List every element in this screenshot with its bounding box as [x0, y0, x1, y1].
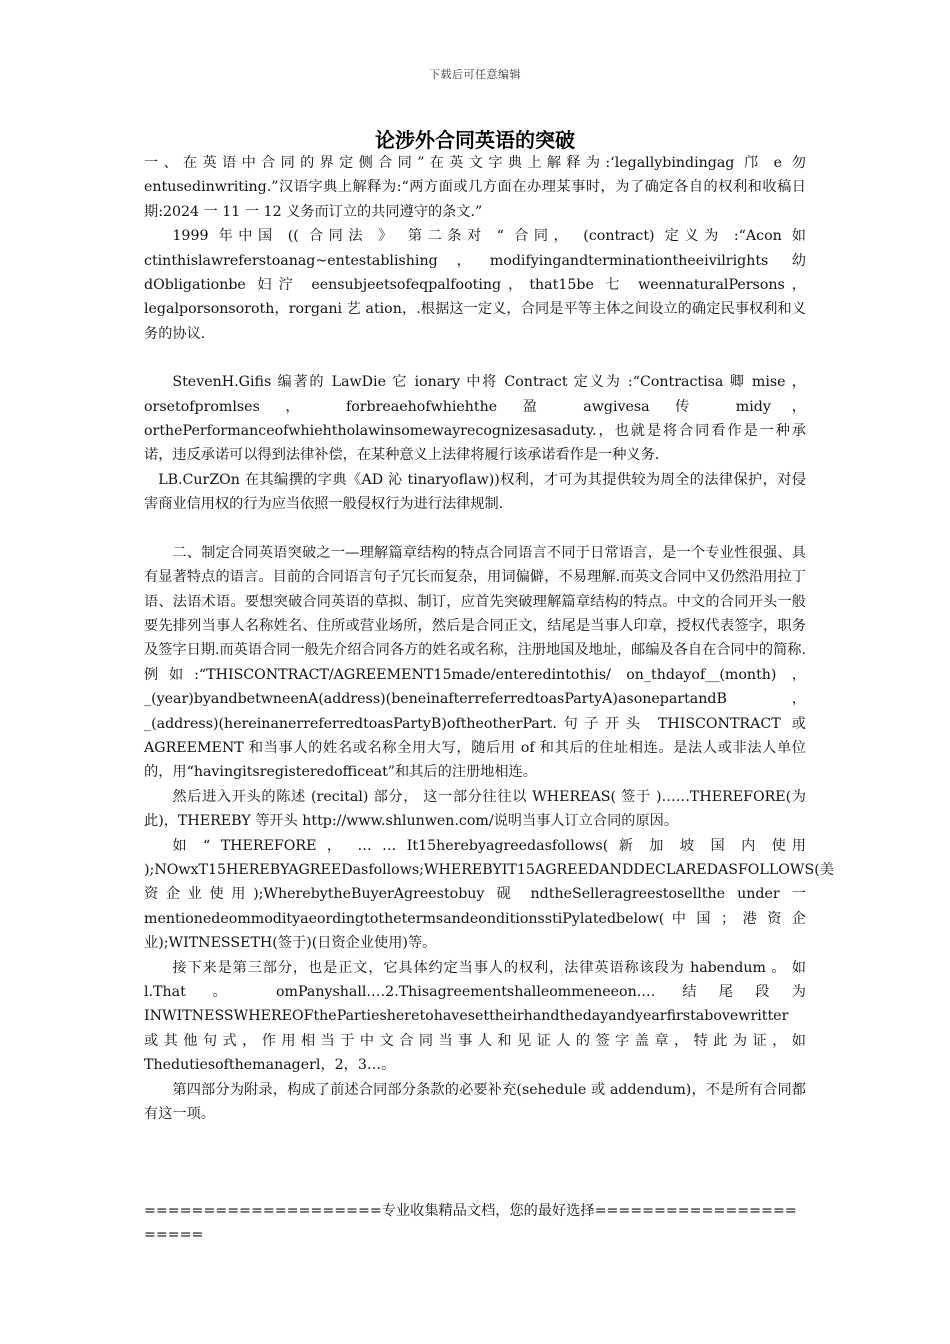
article-body [144, 151, 834, 1126]
paragraph-structure: 二、制定合同英语突破之一—理解篇章结构的特点合同语言不同于日常语言，是一个专业性很强、具有显著特点的语言。目前的合同语言句子冗长而复杂，用词偏僻，不易理解.而英文合同中又仍然沿用拉丁语、法语术语。要想突破合同英语的草拟、制订，应首先突破理解篇章结构的特点。中文的合同开头一般要先排列当事人名称姓名、住所或营业场所，然后是合同正文，结尾是当事人印章，授权代表签字，职务及签字日期.而英语合同一般先介绍合同各方的姓名或名称，注册地国及地址，邮编及各自在合同中的简称.例如:“THISCONTRACT/AGREEMENT15made/enteredintothis/ on_thdayof__(month) ， _(year)byandbetwneenA(address)(beneinafterreferredtoasPartyA)asonepartandB ， _(address)(hereinanerreferredtoasPartyB)oftheotherPart.句子开头 THISCONTRACT 或 AGREEMENT 和当事人的姓名或名称全用大写，随后用 of 和其后的住址相连。是法人或非法人单位的，用“havingitsregisteredofficeat”和其后的注册地相连。 [144, 544, 806, 781]
paragraph-appendix: 第四部分为附录，构成了前述合同部分条款的必要补充(sehedule 或 addendum)，不是所有合同都有这一项。 [144, 1081, 806, 1123]
page-header: 下载后可任意编辑 [429, 68, 521, 81]
paragraph-gifis: StevenH.Gifis 编著的 LawDie 它 ionary 中将 Contract 定义为 :“Contractisa 卿 mise ， orsetofpromlses ， forbreaehofwhiehthe 盈 awgivesa 传 midy，orthePerformanceofwhiehtholawinsomewayrecognizesasaduty.，也就是将合同看作是一种承诺，违反承诺可以得到法律补偿，在某种意义上法律将履行该承诺看作是一种义务. [144, 374, 806, 464]
paragraph-contract-law: 1999 年中国 (( 合同法 》 第二条对 “ 合同， (contract) 定义为 :“Acon 如 ctinthislawreferstoanag~entestablishing，modifyingandterminationtheeivilrights 幼 dObligationbe 妇泞 eensubjeetsofeqpalfooting，that15be 七 weennaturalPersons，legalporsonsoroth，rorgani 艺 ation，.根据这一定义，合同是平等主体之间设立的确定民事权利和义务的协议. [144, 228, 806, 342]
paragraph-spacer [144, 517, 806, 541]
paragraph-curzon: LB.CurZOn 在其编撰的字典《AD 沁 tinaryoflaw))权利，才可为其提供较为周全的法律保护，对侵害商业信用权的行为应当依照一般侵权行为进行法律规制. [144, 471, 806, 513]
paragraph-spacer [144, 346, 806, 370]
paragraph-habendum: 接下来是第三部分，也是正文，它具体约定当事人的权利，法律英语称该段为 habendum 。 如 l.That 。 omPanyshall.…2.Thisagreementshalleommeneeon.… 结尾段为 INWITNESSWHEREOFthePartiesheretohavesettheirhandthedayandyearfirstabovewritter 或其他句式，作用相当于中文合同当事人和见证人的签字盖章，特此为证，如 Thedutiesofthemanagerl，2，3…。 [144, 959, 806, 1074]
paragraph-definition: 一、在英语中合同的界定侧合同”在英文字典上解释为:‘legallybindingag 邝 e 勿 entusedinwriting.”汉语字典上解释为:“两方面或几方面在办理某事时，为了确定各自的权利和收稿日期:2024 一 11 一 12 义务而订立的共同遵守的条文.” [144, 155, 806, 220]
page-title: 论涉外合同英语的突破 [375, 128, 575, 152]
page-footer: ====================专业收集精品文档，您的最好选择====================== [144, 1203, 797, 1243]
paragraph-recital: 然后进入开头的陈述 (recital) 部分， 这一部分往往以 WHEREAS( 签于 )……THEREFORE(为此)，THEREBY 等开头 http://www.shlunwen.com/说明当事人订立合同的原因。 [144, 788, 806, 830]
paragraph-examples: 如 “ THEREFORE ， … … It15herebyagreedasfollows( 新 加 坡 国 内 使用 );NOwxT15HEREBYAGREEDasfollows;WHEREBYIT15AGREEDANDDECLAREDASFOLLOWS(美资企业使用);WherebytheBuyerAgreestobuy 砚 ndtheSelleragreestosellthe under 一 mentionedeommodityaeordingtothetermsandeonditionsstiPylatedbelow( 中 国 ； 港 资 企业);WITNESSETH(签于)(日资企业使用)等。 [144, 837, 834, 952]
